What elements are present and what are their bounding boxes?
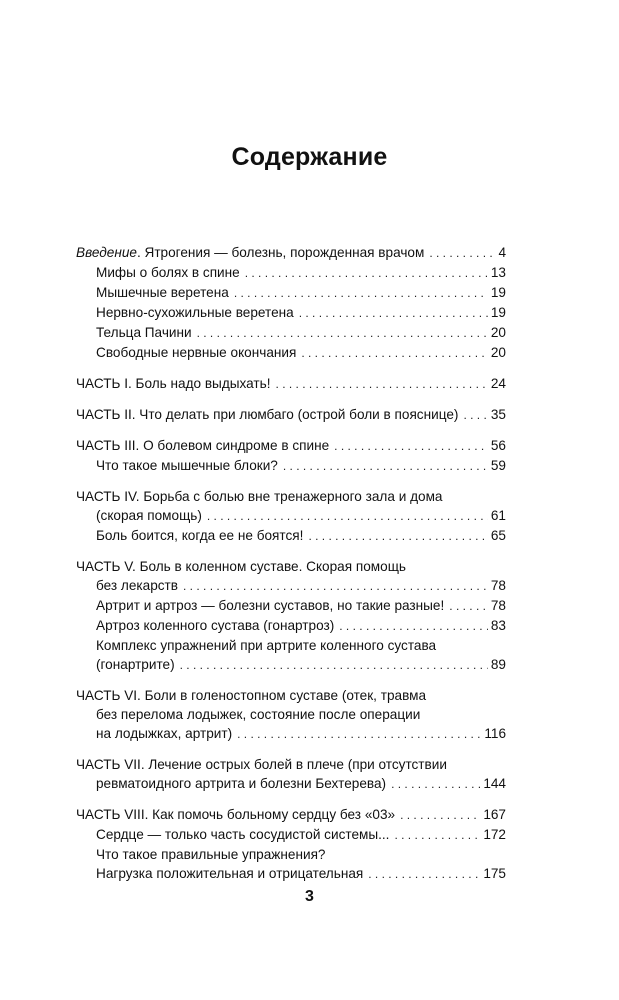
toc-entry-part7[interactable]: [76, 755, 506, 794]
toc-entry-line: [76, 576, 506, 596]
toc-entry-label: ЧАСТЬ I. Боль надо выдыхать!: [76, 376, 271, 391]
toc-page-number: 35: [490, 407, 506, 422]
toc-group-part5: [76, 557, 506, 675]
toc-subentry[interactable]: [76, 636, 506, 675]
toc-subentry[interactable]: [76, 263, 506, 283]
dot-leader: [339, 617, 488, 636]
dot-leader: [299, 304, 488, 323]
page-number: 3: [305, 888, 314, 905]
toc-page-number: 19: [490, 285, 506, 300]
dot-leader: [183, 577, 488, 596]
toc-page-number: 20: [490, 325, 506, 340]
toc-page-number: 78: [490, 598, 506, 613]
toc-entry-part2[interactable]: [76, 405, 506, 425]
toc-page-number: 20: [490, 345, 506, 360]
toc-page-number: 19: [490, 305, 506, 320]
toc-page-number: 83: [490, 618, 506, 633]
toc-page-number: 4: [498, 245, 506, 260]
toc-group-part4: [76, 487, 506, 546]
toc-page-number: 65: [490, 528, 506, 543]
toc-entry-label-italic: Введение: [76, 245, 137, 260]
toc-entry-label-continued: без лекарств: [96, 578, 179, 593]
toc-entry-line: [76, 487, 506, 506]
toc-entry-part1[interactable]: [76, 374, 506, 394]
table-of-contents: [76, 243, 506, 895]
dot-leader: [283, 457, 488, 476]
toc-entry-label: ЧАСТЬ III. О болевом синдроме в спине: [76, 438, 330, 453]
toc-entry-line: Что такое правильные упражнения?: [96, 847, 326, 862]
dot-leader: [394, 826, 480, 845]
toc-page-number: 56: [490, 438, 506, 453]
toc-entry-label: Боль боится, когда ее не боятся!: [96, 528, 304, 543]
toc-entry-line: [76, 557, 506, 576]
toc-subentry[interactable]: [76, 323, 506, 343]
toc-entry-label: ЧАСТЬ VIII. Как помочь больному сердцу без «03»: [76, 807, 396, 822]
toc-entry-label: Мышечные веретена: [96, 285, 229, 300]
toc-subentry[interactable]: [76, 526, 506, 546]
toc-entry-line: без перелома лодыжек, состояние после операции: [96, 707, 421, 722]
toc-entry-label: Артроз коленного сустава (гонартроз): [96, 618, 335, 633]
toc-page-number: 78: [490, 578, 506, 593]
toc-entry-label: Сердце — только часть сосудистой системы...: [96, 827, 390, 842]
dot-leader: [245, 264, 488, 283]
toc-page-number: 61: [490, 508, 506, 523]
toc-entry-line: Комплекс упражнений при артрите коленного сустава: [96, 638, 437, 653]
toc-entry-label: Что такое мышечные блоки?: [96, 458, 278, 473]
toc-entry-line: ЧАСТЬ VI. Боли в голеностопном суставе (отек, травма: [76, 688, 427, 703]
toc-subentry[interactable]: [76, 283, 506, 303]
dot-leader: [400, 806, 480, 825]
toc-entry-label-continued: ревматоидного артрита и болезни Бехтерева): [96, 776, 387, 791]
page-title: Содержание: [231, 143, 388, 171]
toc-entry-label: ЧАСТЬ IV. Борьба с болью вне тренажерного зала и дома: [76, 489, 443, 504]
toc-entry-line: [76, 655, 506, 675]
toc-entry-label: Тельца Пачини: [96, 325, 192, 340]
toc-group-part3: [76, 436, 506, 476]
toc-group-part8: [76, 805, 506, 884]
dot-leader: [180, 656, 488, 675]
toc-entry-label-continued: (гонартрите): [96, 657, 175, 672]
toc-entry-part4[interactable]: [76, 487, 506, 526]
toc-entry-line: [76, 864, 506, 884]
toc-entry-label-continued: Нагрузка положительная и отрицательная: [96, 866, 364, 881]
dot-leader: [463, 406, 487, 425]
toc-group-part7: [76, 755, 506, 794]
toc-page-number: 144: [483, 776, 506, 791]
toc-entry-label: Артрит и артроз — болезни суставов, но такие разные!: [96, 598, 445, 613]
toc-entry-label: Мифы о болях в спине: [96, 265, 240, 280]
toc-entry-part3[interactable]: [76, 436, 506, 456]
toc-entry-part8[interactable]: [76, 805, 506, 825]
toc-subentry[interactable]: [76, 343, 506, 363]
toc-subentry[interactable]: [76, 845, 506, 884]
toc-page-number: 116: [484, 726, 506, 741]
toc-entry-part5[interactable]: [76, 557, 506, 596]
toc-page-number: 13: [490, 265, 506, 280]
dot-leader: [368, 865, 480, 884]
toc-group-part2: [76, 405, 506, 425]
toc-page-number: 59: [490, 458, 506, 473]
toc-group-part6: [76, 686, 506, 744]
toc-page-number: 175: [483, 866, 506, 881]
toc-entry-part6[interactable]: [76, 686, 506, 744]
toc-subentry[interactable]: [76, 596, 506, 616]
dot-leader: [429, 244, 495, 263]
toc-entry-line: [76, 724, 506, 744]
toc-subentry[interactable]: [76, 616, 506, 636]
toc-entry-label-continued: (скорая помощь): [96, 508, 202, 523]
toc-entry-intro[interactable]: [76, 243, 506, 263]
toc-entry-label: ЧАСТЬ V. Боль в коленном суставе. Скорая помощь: [76, 559, 406, 574]
dot-leader: [237, 725, 481, 744]
toc-entry-label-continued: на лодыжках, артрит): [96, 726, 233, 741]
dot-leader: [197, 324, 488, 343]
dot-leader: [207, 507, 488, 526]
dot-leader: [449, 597, 488, 616]
toc-group-intro: [76, 243, 506, 363]
toc-subentry[interactable]: [76, 456, 506, 476]
dot-leader: [234, 284, 488, 303]
toc-entry-line: ЧАСТЬ VII. Лечение острых болей в плече (при отсутствии: [76, 757, 447, 772]
dot-leader: [276, 375, 488, 394]
dot-leader: [308, 527, 487, 546]
dot-leader: [334, 437, 488, 456]
toc-page-number: 89: [490, 657, 506, 672]
toc-subentry[interactable]: [76, 303, 506, 323]
toc-entry-line: [76, 506, 506, 526]
toc-entry-label-rest: . Ятрогения — болезнь, порожденная врачом: [136, 245, 425, 260]
toc-group-part1: [76, 374, 506, 394]
toc-entry-label: Свободные нервные окончания: [96, 345, 297, 360]
toc-page-number: 24: [490, 376, 506, 391]
toc-subentry[interactable]: [76, 825, 506, 845]
toc-entry-label: ЧАСТЬ II. Что делать при люмбаго (острой боли в пояснице): [76, 407, 459, 422]
toc-entry-label: [76, 243, 424, 262]
toc-entry-label: Нервно-сухожильные веретена: [96, 305, 294, 320]
dot-leader: [301, 344, 488, 363]
toc-page-number: 167: [483, 807, 506, 822]
dot-leader: [391, 775, 480, 794]
toc-page-number: 172: [483, 827, 506, 842]
toc-entry-line: [76, 774, 506, 794]
